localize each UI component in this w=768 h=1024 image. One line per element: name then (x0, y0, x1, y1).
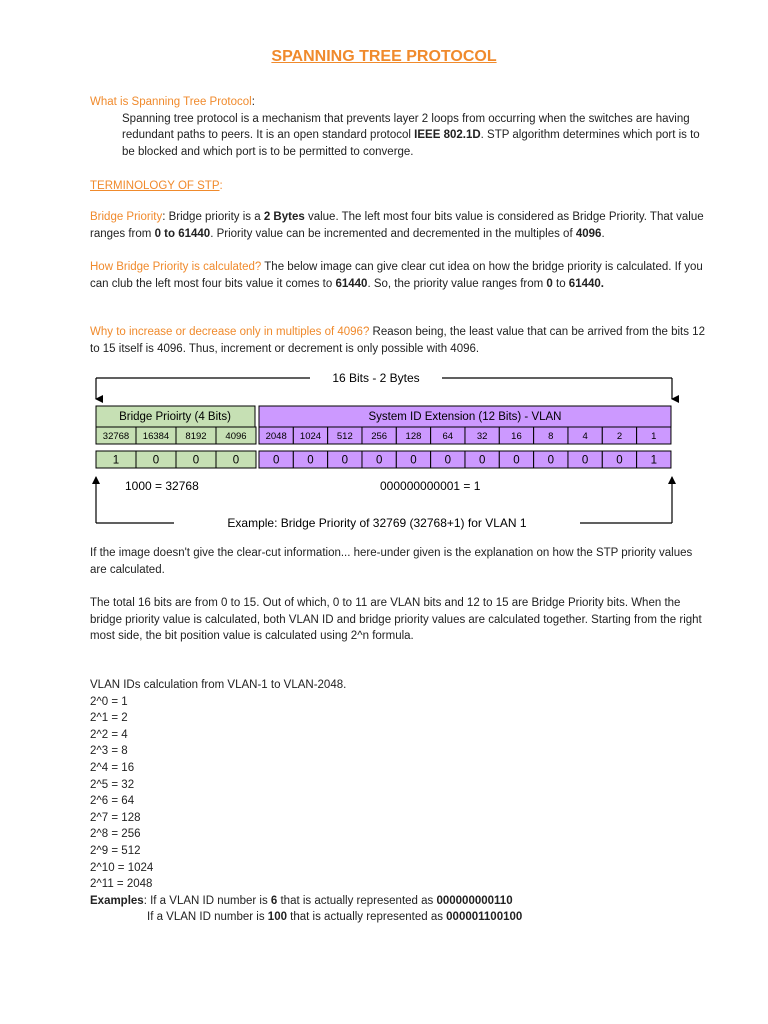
power-item: 2^6 = 64 (90, 795, 135, 808)
power-item: 2^7 = 128 (90, 811, 141, 824)
examples-label: Examples (90, 894, 144, 907)
sid-bit-label: 0 (444, 454, 452, 467)
bp-value-label: 16384 (142, 430, 170, 442)
sid-value-label: 8 (548, 430, 554, 442)
vlan-calculation-section (90, 677, 705, 926)
bp-text-1: : Bridge priority is a (162, 211, 264, 223)
powers-list (90, 694, 705, 893)
image-note-paragraph: If the image doesn't give the clear-cut information... here-under given is the explanation on how the STP priority values are calculated. (90, 547, 693, 576)
how-calculated-heading: How Bridge Priority is calculated? (90, 261, 262, 273)
bridge-priority-heading: Bridge Priority (90, 211, 163, 223)
sid-bit-label: 0 (616, 454, 623, 467)
terminology-heading: TERMINOLOGY OF STP (90, 180, 220, 192)
what-text-2: . STP algorithm determines which port is to be blocked and which port is to be permitted to converge. (122, 129, 700, 158)
example1-binary: 000000000110 (436, 894, 513, 907)
example-line-1 (90, 893, 705, 910)
bp-bit-label: 0 (192, 454, 200, 467)
sid-value-label: 64 (442, 430, 454, 442)
diagram-top-label: 16 Bits - 2 Bytes (332, 371, 420, 385)
sid-value-label: 1 (651, 430, 657, 442)
bp-text-4: . (601, 227, 605, 240)
bp-bold-2: 0 to 61440 (154, 227, 211, 240)
power-item: 2^8 = 256 (90, 828, 141, 841)
sid-value-label: 128 (405, 430, 422, 442)
terminology-heading-line (90, 178, 705, 195)
sid-value-label: 512 (336, 430, 353, 442)
vlan-calc-heading: VLAN IDs calculation from VLAN-1 to VLAN-2048. (90, 679, 347, 691)
power-item: 2^2 = 4 (90, 728, 128, 741)
sid-bit-label: 0 (547, 454, 555, 467)
why-multiples-heading: Why to increase or decrease only in multiples of 4096? (90, 326, 370, 338)
power-item: 2^1 = 2 (90, 712, 128, 725)
power-item: 2^5 = 32 (90, 778, 135, 791)
power-item: 2^10 = 1024 (90, 861, 154, 874)
what-text-1: Spanning tree protocol is a mechanism that prevents layer 2 loops from occurring when the switches are having redundant paths to peers. It is an open standard protocol (122, 112, 690, 142)
sid-result-text: 000000000001 = 1 (380, 479, 481, 493)
bp-header-text: Bridge Prioirty (4 Bits) (119, 411, 231, 423)
total-bits-paragraph: The total 16 bits are from 0 to 15. Out of which, 0 to 11 are VLAN bits and 12 to 15 are Bridge Priority bits. When the bridge priority value is calculated, both VLAN ID and bridge priority values are calculated together. Starting from the right most side, the bit position value is calculated using 2^n formula. (90, 597, 702, 643)
sid-bit-label: 1 (650, 454, 657, 467)
what-is-stp-paragraph (90, 111, 705, 161)
diagram-bottom-label: Example: Bridge Priority of 32769 (32768+1) for VLAN 1 (227, 516, 527, 530)
bp-bit-label: 1 (112, 454, 120, 467)
sid-value-label: 2048 (265, 430, 287, 442)
bp-bold-1: 2 Bytes (263, 211, 305, 223)
power-item: 2^9 = 512 (90, 844, 141, 857)
power-item: 2^0 = 1 (90, 695, 128, 708)
ieee-standard: IEEE 802.1D (414, 129, 481, 142)
what-is-stp-heading: What is Spanning Tree Protocol (90, 96, 252, 108)
sid-value-label: 256 (371, 430, 388, 442)
example2-vlan: 100 (267, 911, 287, 924)
sid-header-text: System ID Extension (12 Bits) - VLAN (368, 411, 562, 423)
bp-bit-label: 0 (232, 454, 240, 467)
sid-value-row (259, 427, 671, 444)
what-is-stp-section (90, 94, 705, 160)
how-calculated-paragraph (90, 259, 705, 292)
bridge-priority-diagram (90, 365, 680, 530)
bp-text-3: . Priority value can be incremented and decremented in the multiples of (210, 227, 576, 240)
bp-text-2: value. The left most four bits value is considered as Bridge Priority. That value ranges from (90, 211, 704, 240)
page-title: SPANNING TREE PROTOCOL (271, 48, 497, 65)
bp-value-label: 32768 (102, 430, 130, 442)
bp-bold-3: 4096 (575, 227, 602, 240)
bp-bit-label: 0 (152, 454, 160, 467)
bp-value-row (96, 427, 256, 444)
sid-bit-label: 0 (272, 454, 280, 467)
sid-bit-label: 0 (581, 454, 589, 467)
why-text-1: Reason being, the least value that can be arrived from the bits 12 to 15 itself is 4096. Thus, increment or decrement is only possible with 4096. (90, 326, 705, 355)
sid-bit-label: 0 (478, 454, 486, 467)
how-text-3: to (552, 277, 569, 290)
example1-text-1: : If a VLAN ID number is (143, 894, 271, 907)
bp-result-text: 1000 = 32768 (125, 479, 199, 493)
example2-binary: 000001100100 (446, 911, 523, 924)
sid-bit-label: 0 (307, 454, 314, 467)
example2-text-2: that is actually represented as (286, 911, 447, 924)
sid-bit-row (259, 451, 671, 468)
power-item: 2^3 = 8 (90, 745, 128, 758)
bp-bit-row (96, 451, 256, 468)
sid-bit-label: 0 (341, 454, 349, 467)
sid-value-label: 32 (476, 430, 488, 442)
bp-value-label: 4096 (225, 430, 247, 442)
power-item: 2^11 = 2048 (90, 878, 153, 891)
sid-value-label: 1024 (299, 430, 322, 442)
how-bold-2: 0 (546, 277, 553, 290)
sid-value-label: 2 (616, 430, 623, 442)
what-is-stp-heading-line (90, 94, 705, 111)
example1-vlan: 6 (270, 894, 278, 907)
example1-text-2: that is actually represented as (277, 894, 437, 907)
how-bold-1: 61440 (335, 277, 368, 290)
sid-bit-label: 0 (513, 454, 520, 467)
why-multiples-paragraph (90, 324, 705, 357)
terminology-colon: : (219, 180, 223, 192)
sid-bit-label: 0 (375, 454, 383, 467)
bridge-priority-paragraph (90, 209, 705, 242)
bp-value-label: 8192 (185, 430, 207, 442)
how-text-1: The below image can give clear cut idea on how the bridge priority is calculated. If you can club the left most four bits value it comes to (90, 261, 703, 290)
sid-value-label: 16 (511, 430, 522, 442)
sid-value-label: 4 (582, 430, 588, 442)
example-line-2 (90, 909, 705, 926)
what-is-stp-colon: : (251, 96, 255, 108)
example2-text-1: If a VLAN ID number is (147, 911, 268, 924)
power-item: 2^4 = 16 (90, 761, 135, 774)
how-bold-3: 61440. (568, 277, 604, 290)
how-text-2: . So, the priority value ranges from (367, 277, 547, 290)
sid-bit-label: 0 (410, 454, 417, 467)
